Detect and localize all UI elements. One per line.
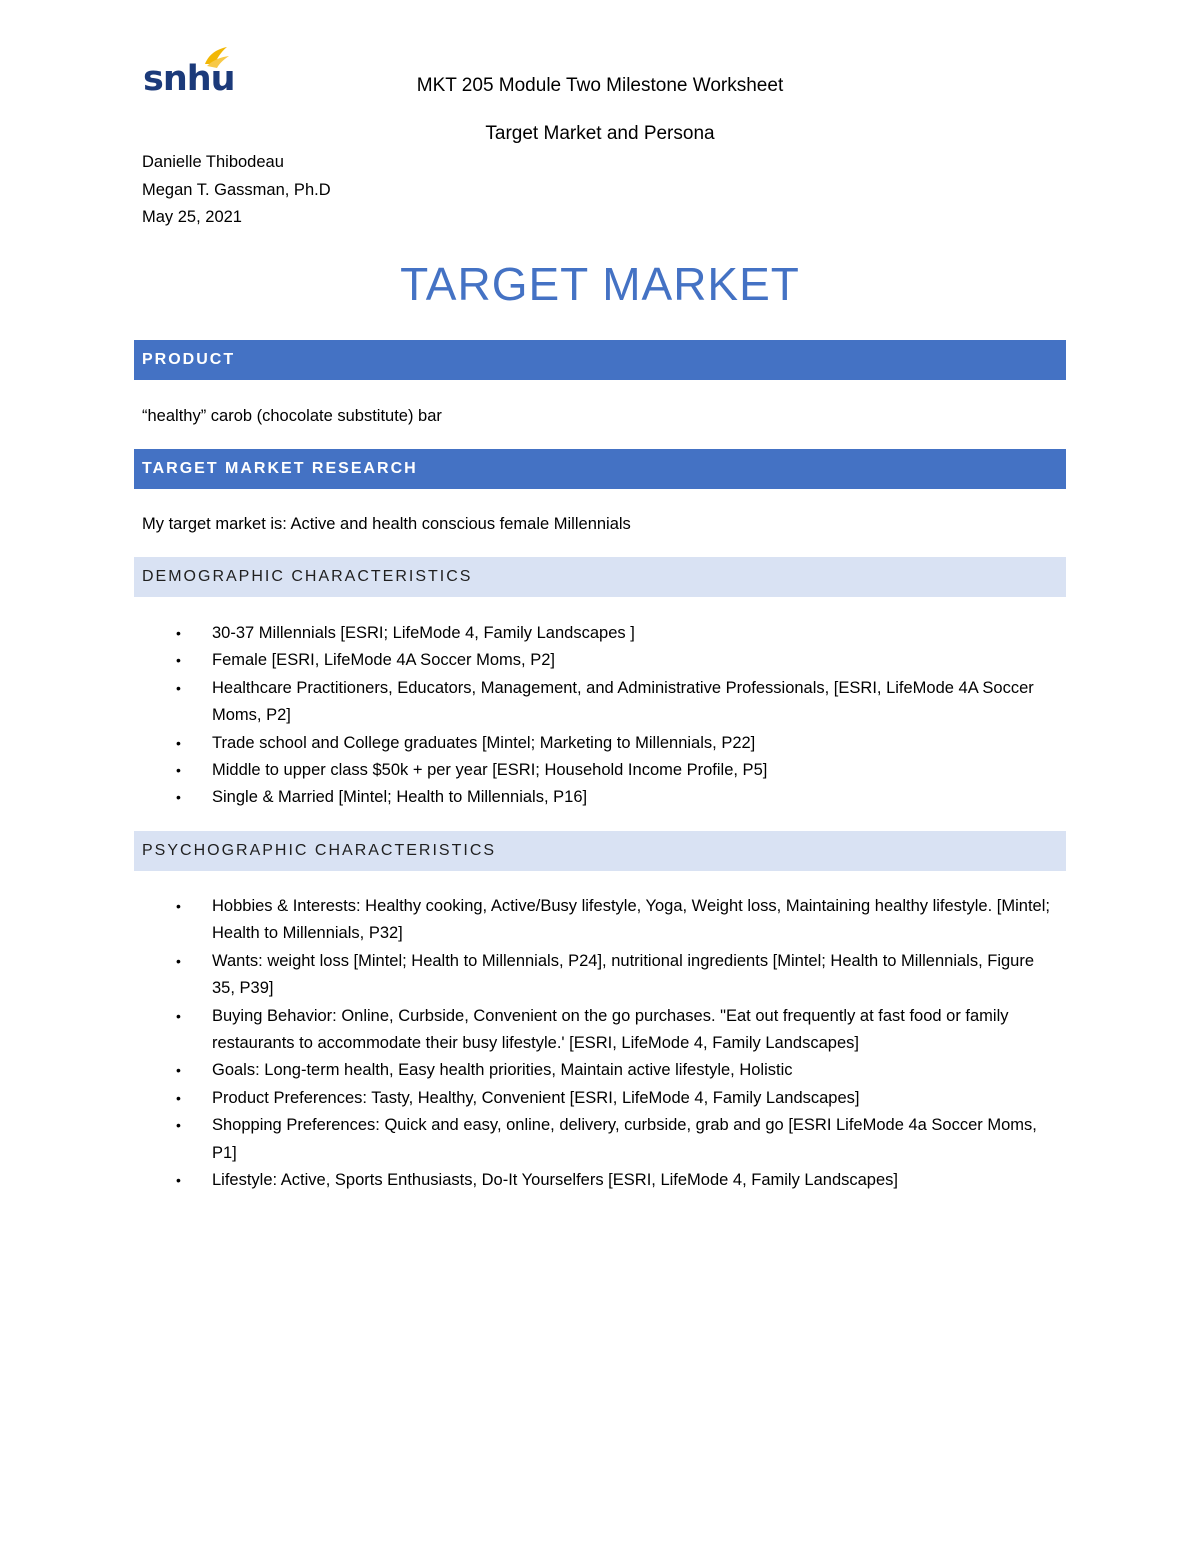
list-item: • Buying Behavior: Online, Curbside, Convenient on the go purchases. "Eat out frequently at fast food or family restaurants to accommodate their busy lifestyle.' [ESRI, LifeMode 4, Family Landscapes] — [172, 1003, 1052, 1058]
research-heading: TARGET MARKET RESEARCH — [134, 449, 1066, 489]
demographic-heading: DEMOGRAPHIC CHARACTERISTICS — [134, 557, 1066, 597]
list-item: • Trade school and College graduates [Mintel; Marketing to Millennials, P22] — [172, 730, 1052, 757]
research-text: My target market is: Active and health conscious female Millennials — [142, 515, 631, 533]
list-item: • Middle to upper class $50k + per year [ESRI; Household Income Profile, P5] — [172, 757, 1052, 784]
demographic-list — [172, 620, 1052, 812]
logo-text: snhu — [143, 59, 235, 99]
instructor-name: Megan T. Gassman, Ph.D — [142, 180, 331, 199]
list-item: • Female [ESRI, LifeMode 4A Soccer Moms, P2] — [172, 647, 1052, 674]
student-name: Danielle Thibodeau — [142, 153, 284, 171]
list-item: • Shopping Preferences: Quick and easy, online, delivery, curbside, grab and go [ESRI LifeMode 4a Soccer Moms, P1] — [172, 1112, 1052, 1167]
psychographic-heading: PSYCHOGRAPHIC CHARACTERISTICS — [134, 831, 1066, 871]
date: May 25, 2021 — [142, 208, 242, 226]
page-title: TARGET MARKET — [400, 258, 800, 310]
list-item: • Goals: Long-term health, Easy health priorities, Maintain active lifestyle, Holistic — [172, 1057, 1052, 1084]
list-item: • Hobbies & Interests: Healthy cooking, Active/Busy lifestyle, Yoga, Weight loss, Maintaining healthy lifestyle. [Mintel; Health to Millennials, P32] — [172, 893, 1052, 948]
worksheet-subtitle: Target Market and Persona — [485, 123, 715, 144]
list-item: • Single & Married [Mintel; Health to Millennials, P16] — [172, 784, 1052, 811]
list-item: • Lifestyle: Active, Sports Enthusiasts, Do-It Yourselfers [ESRI, LifeMode 4, Family Landscapes] — [172, 1167, 1052, 1194]
list-item: • Healthcare Practitioners, Educators, Management, and Administrative Professionals, [ESRI, LifeMode 4A Soccer Moms, P2] — [172, 675, 1052, 730]
list-item: • 30-37 Millennials [ESRI; LifeMode 4, Family Landscapes ] — [172, 620, 1052, 647]
list-item: • Wants: weight loss [Mintel; Health to Millennials, P24], nutritional ingredients [Mintel; Health to Millennials, Figure 35, P39] — [172, 948, 1052, 1003]
author-info — [142, 149, 331, 232]
psychographic-list — [172, 893, 1052, 1194]
worksheet-title: MKT 205 Module Two Milestone Worksheet — [416, 75, 784, 96]
product-text: “healthy” carob (chocolate substitute) bar — [142, 407, 442, 425]
list-item: • Product Preferences: Tasty, Healthy, Convenient [ESRI, LifeMode 4, Family Landscapes] — [172, 1085, 1052, 1112]
product-heading: PRODUCT — [134, 340, 1066, 380]
